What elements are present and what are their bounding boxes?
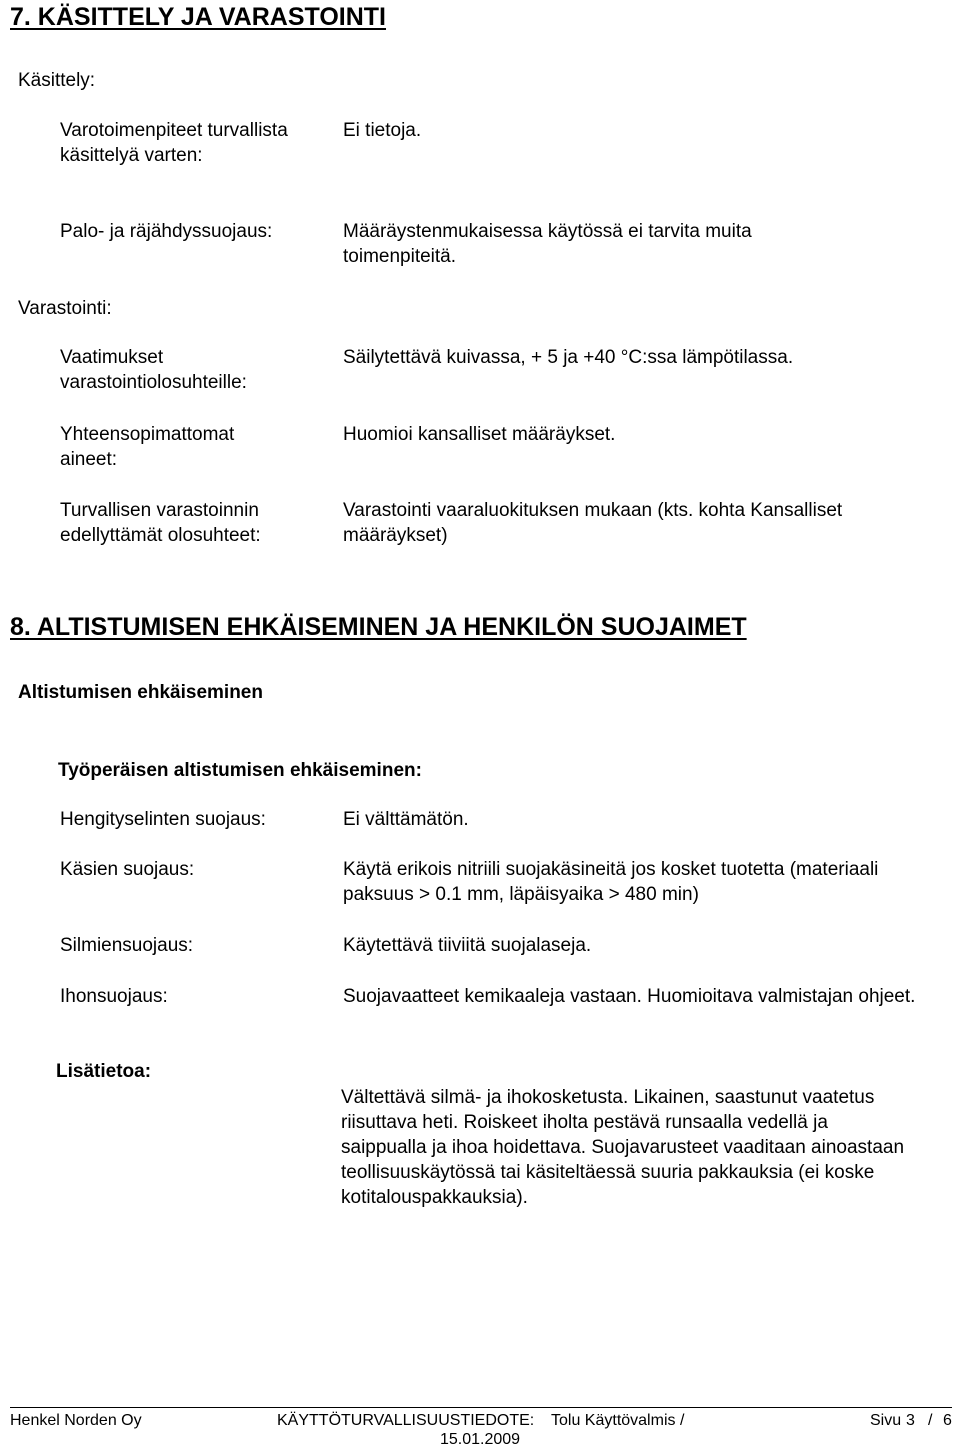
exposure-controls-heading: Altistumisen ehkäiseminen bbox=[18, 682, 263, 703]
additional-info-label: Lisätietoa: bbox=[56, 1061, 152, 1082]
handling-heading: Käsittely: bbox=[18, 70, 96, 91]
safe-storage-label: Turvallisen varastoinnin edellyttämät olosuhteet: bbox=[60, 500, 261, 546]
footer-product: Tolu Käyttövalmis / bbox=[551, 1412, 685, 1429]
hand-protection-value: Käytä erikois nitriili suojakäsineitä jos kosket tuotetta (materiaali paksuus > 0.1 mm, läpäisyaika > 480 min) bbox=[343, 859, 879, 905]
respiratory-protection-value: Ei välttämätön. bbox=[343, 809, 469, 830]
footer-page-separator: / bbox=[928, 1412, 933, 1429]
precautions-label: Varotoimenpiteet turvallista käsittelyä varten: bbox=[60, 120, 288, 166]
safe-storage-value: Varastointi vaaraluokituksen mukaan (kts. kohta Kansalliset määräykset) bbox=[343, 500, 843, 546]
respiratory-protection-label: Hengityselinten suojaus: bbox=[60, 809, 266, 830]
eye-protection-value: Käytettävä tiiviitä suojalaseja. bbox=[343, 935, 592, 956]
incompatible-materials-label: Yhteensopimattomat aineet: bbox=[60, 424, 235, 470]
occupational-exposure-heading: Työperäisen altistumisen ehkäiseminen: bbox=[58, 760, 422, 781]
footer-page-label: Sivu bbox=[870, 1412, 902, 1429]
footer-page-current: 3 bbox=[906, 1412, 915, 1429]
hand-protection-label: Käsien suojaus: bbox=[60, 859, 195, 880]
storage-requirements-value: Säilytettävä kuivassa, + 5 ja +40 °C:ssa lämpötilassa. bbox=[343, 347, 794, 368]
skin-protection-value: Suojavaatteet kemikaaleja vastaan. Huomioitava valmistajan ohjeet. bbox=[343, 986, 916, 1007]
section-8-title: 8. ALTISTUMISEN EHKÄISEMINEN JA HENKILÖN SUOJAIMET bbox=[10, 613, 747, 641]
footer-company: Henkel Norden Oy bbox=[10, 1412, 142, 1429]
additional-info-value: Vältettävä silmä- ja ihokosketusta. Likainen, saastunut vaatetus riisuttava heti. Roiskeet iholta pestävä runsaalla vedellä ja saippualla ja ihoa hoidettava. Suojavarusteet vaaditaan ainoastaan teollisuuskäytössä tai käsiteltäessä suuria pakkauksia (ei koske kotitalouspakkauksia). bbox=[341, 1087, 905, 1208]
footer-page-total: 6 bbox=[943, 1412, 952, 1429]
footer-divider bbox=[10, 1407, 952, 1408]
storage-heading: Varastointi: bbox=[18, 298, 112, 319]
footer-document-type: KÄYTTÖTURVALLISUUSTIEDOTE: bbox=[277, 1412, 535, 1429]
skin-protection-label: Ihonsuojaus: bbox=[60, 986, 168, 1007]
storage-requirements-label: Vaatimukset varastointiolosuhteille: bbox=[60, 347, 247, 393]
precautions-value: Ei tietoja. bbox=[343, 120, 422, 141]
section-7-title: 7. KÄSITTELY JA VARASTOINTI bbox=[10, 3, 387, 31]
fire-explosion-label: Palo- ja räjähdyssuojaus: bbox=[60, 221, 273, 242]
incompatible-materials-value: Huomioi kansalliset määräykset. bbox=[343, 424, 616, 445]
footer-date: 15.01.2009 bbox=[440, 1431, 521, 1448]
eye-protection-label: Silmiensuojaus: bbox=[60, 935, 194, 956]
page-footer bbox=[0, 1400, 960, 1448]
fire-explosion-value: Määräystenmukaisessa käytössä ei tarvita muita toimenpiteitä. bbox=[343, 221, 752, 267]
